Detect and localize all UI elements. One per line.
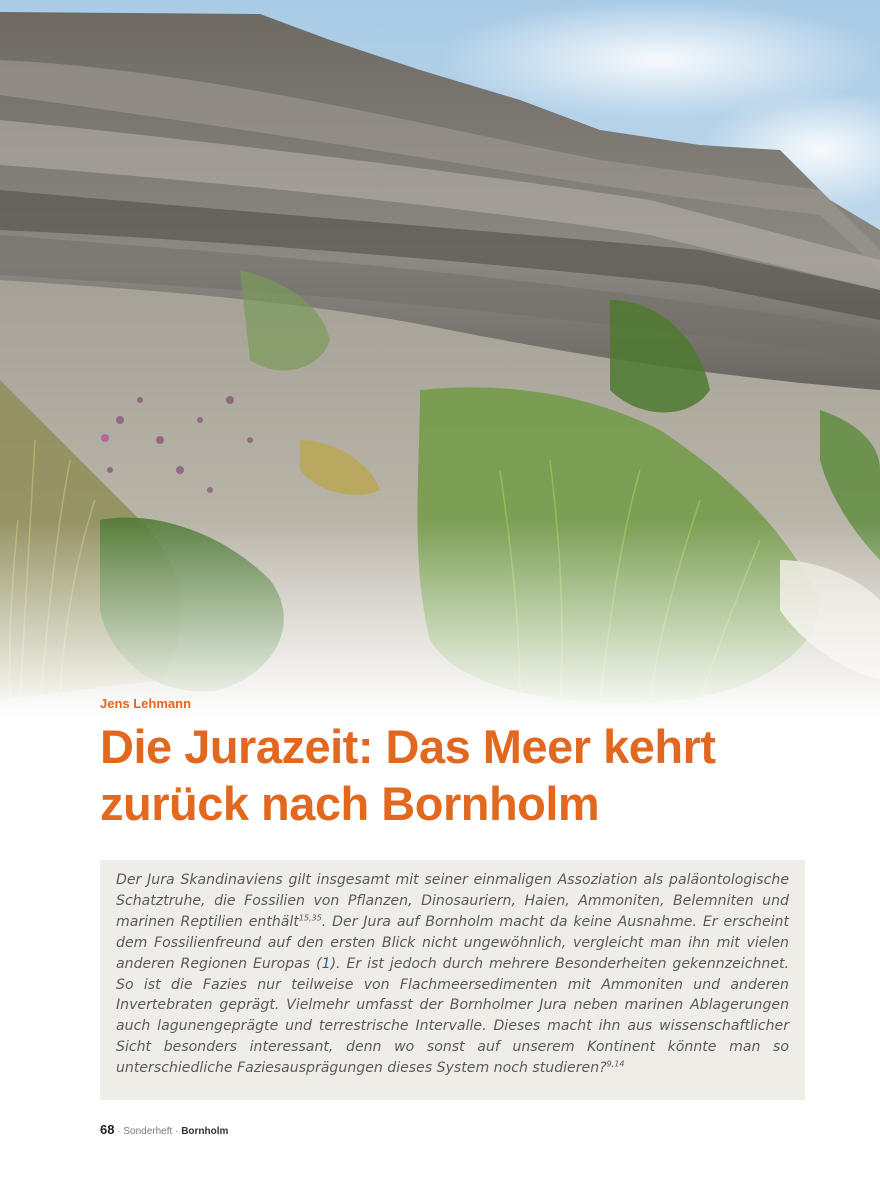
page-number: 68 — [100, 1122, 115, 1137]
abstract-segment: . Der Jura auf Bornholm macht da keine Ausnahme. Er erscheint dem Fossilienfreund auf den ersten Blick nicht ungewöhnlich, vergleicht man ihn mit vielen anderen Regionen Europas ( — [116, 913, 790, 972]
author-name: Jens Lehmann — [100, 696, 192, 711]
abstract-segment: Der Jura Skandinaviens gilt insgesamt mit seiner einmaligen Assoziation als paläontologische Schatztruhe, die Fossilien von Pflanzen, Dinosauriern, Haien, Ammoniten, Belemniten und marinen Reptilien enthält — [116, 872, 789, 930]
footer-separator: · — [114, 1126, 124, 1137]
citation-ref: 15,35 — [298, 913, 322, 923]
page-footer — [100, 1122, 228, 1137]
magazine-name: Sonderheft — [123, 1126, 173, 1137]
abstract-box — [100, 860, 805, 1100]
title-line-1: Die Jurazeit: Das Meer kehrt — [100, 720, 716, 773]
citation-ref: 9,14 — [606, 1059, 625, 1069]
title-line-2: zurück nach Bornholm — [100, 777, 600, 830]
footer-separator: · — [172, 1126, 182, 1137]
section-name: Bornholm — [181, 1126, 229, 1137]
figure-reference-link[interactable]: 1 — [321, 955, 331, 972]
abstract-text — [116, 870, 789, 1079]
abstract-segment: ). Er ist jedoch durch mehrere Besonderheiten gekennzeichnet. So ist die Fazies nur teilweise von Flachmeersedimenten mit Ammoniten und anderen Invertebraten geprägt. Vielmehr umfasst der Bornholmer Jura neben marinen Ablagerungen auch lagunengeprägte und terrestrische Intervalle. Dieses macht ihn aus wissenschaftlicher Sicht besonders interessant, denn wo sonst auf unserem Kontinent könnte man so unterschiedliche Faziesausprägungen dieses System noch studieren? — [116, 955, 789, 1077]
article-title — [100, 718, 820, 832]
